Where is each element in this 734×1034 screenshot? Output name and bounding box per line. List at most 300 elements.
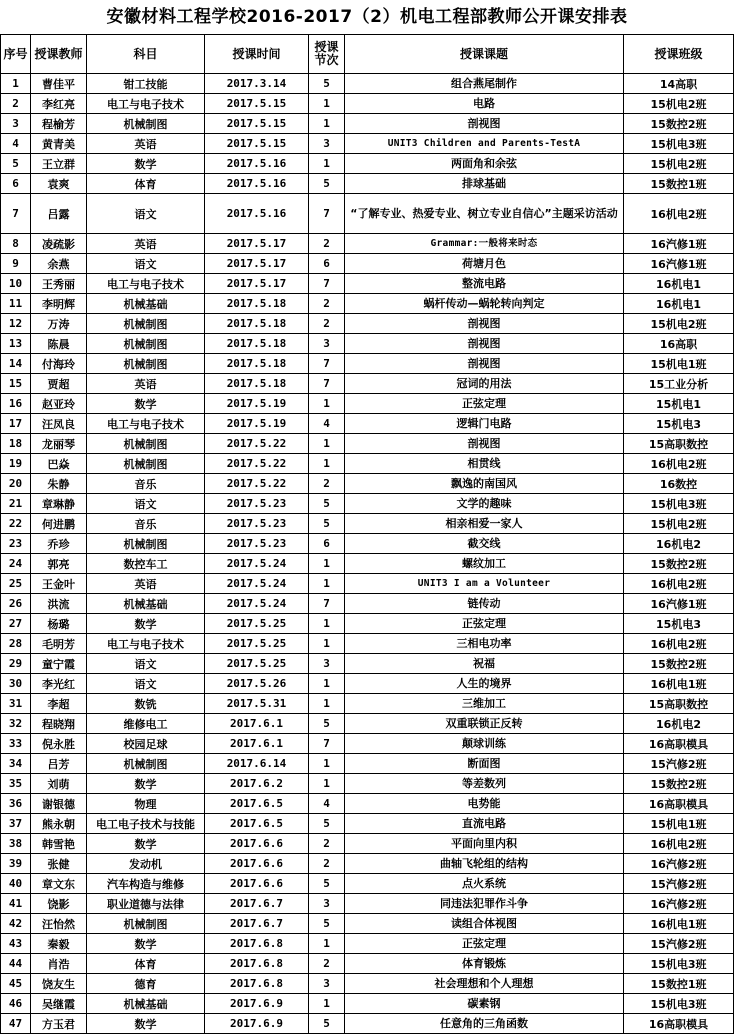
cell-subject: 机械制图 (87, 334, 205, 354)
cell-no: 4 (1, 134, 31, 154)
cell-period: 4 (309, 794, 345, 814)
cell-subject: 机械基础 (87, 994, 205, 1014)
cell-teacher: 杨璐 (31, 614, 87, 634)
cell-no: 29 (1, 654, 31, 674)
cell-class: 16高职模具 (624, 734, 734, 754)
cell-subject: 数学 (87, 834, 205, 854)
cell-topic: 体育锻炼 (345, 954, 624, 974)
cell-subject: 机械制图 (87, 314, 205, 334)
cell-teacher: 万涛 (31, 314, 87, 334)
cell-topic: 祝福 (345, 654, 624, 674)
cell-no: 15 (1, 374, 31, 394)
cell-teacher: 何进鹏 (31, 514, 87, 534)
cell-no: 35 (1, 774, 31, 794)
cell-subject: 电工与电子技术 (87, 414, 205, 434)
cell-no: 43 (1, 934, 31, 954)
cell-period: 1 (309, 994, 345, 1014)
cell-subject: 数学 (87, 614, 205, 634)
cell-topic: 碳素钢 (345, 994, 624, 1014)
cell-teacher: 章琳静 (31, 494, 87, 514)
header-date: 授课时间 (205, 35, 309, 74)
table-row (1, 174, 734, 194)
cell-no: 7 (1, 194, 31, 234)
cell-teacher: 王秀丽 (31, 274, 87, 294)
cell-date: 2017.6.6 (205, 834, 309, 854)
cell-class: 15机电2班 (624, 314, 734, 334)
cell-subject: 音乐 (87, 514, 205, 534)
cell-topic: 链传动 (345, 594, 624, 614)
cell-date: 2017.5.22 (205, 434, 309, 454)
cell-teacher: 秦毅 (31, 934, 87, 954)
cell-teacher: 李红亮 (31, 94, 87, 114)
header-row (1, 35, 734, 74)
cell-class: 16机电1 (624, 274, 734, 294)
cell-subject: 电工电子技术与技能 (87, 814, 205, 834)
cell-class: 16机电2班 (624, 454, 734, 474)
cell-date: 2017.5.19 (205, 414, 309, 434)
cell-date: 2017.5.23 (205, 494, 309, 514)
cell-period: 1 (309, 114, 345, 134)
cell-no: 23 (1, 534, 31, 554)
cell-period: 2 (309, 314, 345, 334)
cell-period: 7 (309, 354, 345, 374)
cell-period: 5 (309, 814, 345, 834)
cell-teacher: 郭亮 (31, 554, 87, 574)
cell-class: 15机电3班 (624, 954, 734, 974)
cell-topic: 剖视图 (345, 354, 624, 374)
cell-date: 2017.5.31 (205, 694, 309, 714)
cell-topic: 点火系统 (345, 874, 624, 894)
cell-date: 2017.6.1 (205, 734, 309, 754)
cell-topic: 螺纹加工 (345, 554, 624, 574)
cell-no: 16 (1, 394, 31, 414)
cell-teacher: 饶影 (31, 894, 87, 914)
table-row (1, 134, 734, 154)
cell-subject: 电工与电子技术 (87, 634, 205, 654)
cell-class: 15数控1班 (624, 174, 734, 194)
cell-teacher: 吕露 (31, 194, 87, 234)
cell-topic: 颠球训练 (345, 734, 624, 754)
cell-teacher: 黄青美 (31, 134, 87, 154)
cell-teacher: 李超 (31, 694, 87, 714)
header-subject: 科目 (87, 35, 205, 74)
cell-no: 14 (1, 354, 31, 374)
cell-date: 2017.5.15 (205, 114, 309, 134)
cell-topic: UNIT3 I am a Volunteer (345, 574, 624, 594)
cell-subject: 数学 (87, 154, 205, 174)
cell-date: 2017.5.22 (205, 454, 309, 474)
cell-subject: 数学 (87, 394, 205, 414)
cell-class: 15机电3班 (624, 134, 734, 154)
table-row (1, 994, 734, 1014)
cell-topic: 两面角和余弦 (345, 154, 624, 174)
table-row (1, 714, 734, 734)
cell-subject: 发动机 (87, 854, 205, 874)
cell-no: 1 (1, 74, 31, 94)
cell-class: 16汽修2班 (624, 894, 734, 914)
cell-subject: 英语 (87, 234, 205, 254)
cell-date: 2017.5.25 (205, 654, 309, 674)
cell-teacher: 肖浩 (31, 954, 87, 974)
cell-topic: 电势能 (345, 794, 624, 814)
cell-no: 38 (1, 834, 31, 854)
cell-class: 15工业分析 (624, 374, 734, 394)
cell-subject: 数控车工 (87, 554, 205, 574)
cell-class: 15机电2班 (624, 154, 734, 174)
table-row (1, 294, 734, 314)
cell-subject: 电工与电子技术 (87, 94, 205, 114)
cell-topic: 三维加工 (345, 694, 624, 714)
cell-teacher: 洪流 (31, 594, 87, 614)
cell-topic: 同违法犯罪作斗争 (345, 894, 624, 914)
table-row (1, 554, 734, 574)
cell-period: 1 (309, 934, 345, 954)
cell-date: 2017.5.16 (205, 154, 309, 174)
cell-date: 2017.5.23 (205, 514, 309, 534)
table-row (1, 894, 734, 914)
cell-date: 2017.5.15 (205, 134, 309, 154)
cell-topic: 文学的趣味 (345, 494, 624, 514)
cell-period: 1 (309, 94, 345, 114)
cell-no: 34 (1, 754, 31, 774)
cell-subject: 体育 (87, 174, 205, 194)
cell-no: 31 (1, 694, 31, 714)
cell-period: 1 (309, 154, 345, 174)
cell-teacher: 余燕 (31, 254, 87, 274)
cell-period: 7 (309, 734, 345, 754)
cell-teacher: 巴焱 (31, 454, 87, 474)
cell-period: 7 (309, 274, 345, 294)
cell-teacher: 李光红 (31, 674, 87, 694)
cell-class: 16机电2 (624, 534, 734, 554)
cell-no: 21 (1, 494, 31, 514)
cell-period: 5 (309, 914, 345, 934)
cell-no: 6 (1, 174, 31, 194)
table-row (1, 434, 734, 454)
cell-class: 15汽修2班 (624, 874, 734, 894)
cell-class: 16机电2班 (624, 834, 734, 854)
cell-topic: 剖视图 (345, 314, 624, 334)
cell-teacher: 乔珍 (31, 534, 87, 554)
table-row (1, 514, 734, 534)
table-row (1, 494, 734, 514)
cell-class: 15机电1班 (624, 814, 734, 834)
cell-period: 1 (309, 454, 345, 474)
cell-period: 1 (309, 574, 345, 594)
cell-date: 2017.6.7 (205, 894, 309, 914)
cell-class: 15数控2班 (624, 554, 734, 574)
cell-no: 28 (1, 634, 31, 654)
cell-class: 15汽修2班 (624, 934, 734, 954)
cell-no: 47 (1, 1014, 31, 1034)
cell-no: 5 (1, 154, 31, 174)
cell-no: 25 (1, 574, 31, 594)
cell-class: 15机电3班 (624, 994, 734, 1014)
table-row (1, 874, 734, 894)
table-row (1, 654, 734, 674)
cell-class: 15数控1班 (624, 974, 734, 994)
cell-period: 7 (309, 374, 345, 394)
cell-subject: 机械基础 (87, 594, 205, 614)
cell-no: 26 (1, 594, 31, 614)
cell-date: 2017.5.24 (205, 574, 309, 594)
cell-period: 2 (309, 474, 345, 494)
table-row (1, 634, 734, 654)
cell-date: 2017.6.9 (205, 1014, 309, 1034)
cell-no: 39 (1, 854, 31, 874)
cell-teacher: 付海玲 (31, 354, 87, 374)
cell-period: 6 (309, 254, 345, 274)
table-row (1, 94, 734, 114)
table-row (1, 394, 734, 414)
cell-class: 15高职数控 (624, 694, 734, 714)
cell-teacher: 汪凤良 (31, 414, 87, 434)
cell-date: 2017.6.8 (205, 934, 309, 954)
cell-no: 19 (1, 454, 31, 474)
cell-teacher: 毛明芳 (31, 634, 87, 654)
table-row (1, 934, 734, 954)
table-row (1, 334, 734, 354)
cell-topic: 等差数列 (345, 774, 624, 794)
cell-topic: 冠词的用法 (345, 374, 624, 394)
cell-date: 2017.6.7 (205, 914, 309, 934)
cell-date: 2017.6.6 (205, 854, 309, 874)
cell-date: 2017.5.18 (205, 334, 309, 354)
cell-no: 10 (1, 274, 31, 294)
cell-teacher: 张健 (31, 854, 87, 874)
page-title: 安徽材料工程学校2016-2017（2）机电工程部教师公开课安排表 (106, 7, 628, 27)
cell-subject: 数铣 (87, 694, 205, 714)
cell-topic: 读组合体视图 (345, 914, 624, 934)
cell-subject: 语文 (87, 654, 205, 674)
cell-subject: 机械制图 (87, 114, 205, 134)
cell-subject: 钳工技能 (87, 74, 205, 94)
cell-period: 1 (309, 754, 345, 774)
cell-teacher: 龙丽琴 (31, 434, 87, 454)
cell-date: 2017.5.22 (205, 474, 309, 494)
cell-subject: 语文 (87, 674, 205, 694)
cell-topic: 荷塘月色 (345, 254, 624, 274)
cell-subject: 维修电工 (87, 714, 205, 734)
cell-no: 41 (1, 894, 31, 914)
cell-class: 16机电1班 (624, 914, 734, 934)
cell-period: 1 (309, 554, 345, 574)
cell-date: 2017.5.18 (205, 374, 309, 394)
cell-topic: 整流电路 (345, 274, 624, 294)
cell-period: 1 (309, 694, 345, 714)
cell-date: 2017.6.6 (205, 874, 309, 894)
cell-period: 3 (309, 974, 345, 994)
cell-teacher: 袁爽 (31, 174, 87, 194)
cell-class: 15机电3 (624, 614, 734, 634)
cell-subject: 英语 (87, 574, 205, 594)
cell-teacher: 童宁霞 (31, 654, 87, 674)
cell-teacher: 吕芳 (31, 754, 87, 774)
cell-period: 1 (309, 614, 345, 634)
table-row (1, 534, 734, 554)
table-row (1, 814, 734, 834)
cell-topic: 排球基础 (345, 174, 624, 194)
cell-period: 1 (309, 634, 345, 654)
cell-class: 15机电1 (624, 394, 734, 414)
cell-class: 16机电2 (624, 714, 734, 734)
cell-date: 2017.5.24 (205, 594, 309, 614)
cell-class: 15机电3 (624, 414, 734, 434)
cell-class: 15机电1班 (624, 354, 734, 374)
cell-subject: 语文 (87, 254, 205, 274)
cell-period: 5 (309, 494, 345, 514)
cell-teacher: 李明辉 (31, 294, 87, 314)
table-row (1, 754, 734, 774)
cell-date: 2017.3.14 (205, 74, 309, 94)
cell-subject: 德育 (87, 974, 205, 994)
cell-date: 2017.5.18 (205, 354, 309, 374)
cell-class: 16机电1班 (624, 674, 734, 694)
cell-topic: 任意角的三角函数 (345, 1014, 624, 1034)
cell-subject: 语文 (87, 494, 205, 514)
table-row (1, 734, 734, 754)
cell-no: 42 (1, 914, 31, 934)
cell-teacher: 章文东 (31, 874, 87, 894)
cell-topic: “了解专业、热爱专业、树立专业自信心”主题采访活动 (345, 194, 624, 234)
cell-period: 2 (309, 954, 345, 974)
cell-no: 36 (1, 794, 31, 814)
cell-no: 17 (1, 414, 31, 434)
cell-class: 15数控2班 (624, 114, 734, 134)
table-row (1, 794, 734, 814)
table-row (1, 114, 734, 134)
cell-topic: 逻辑门电路 (345, 414, 624, 434)
cell-subject: 英语 (87, 374, 205, 394)
cell-subject: 机械制图 (87, 354, 205, 374)
cell-topic: 双重联锁正反转 (345, 714, 624, 734)
cell-class: 14高职 (624, 74, 734, 94)
cell-topic: UNIT3 Children and Parents-TestA (345, 134, 624, 154)
cell-class: 16高职模具 (624, 1014, 734, 1034)
cell-topic: 相贯线 (345, 454, 624, 474)
table-row (1, 954, 734, 974)
cell-topic: 蜗杆传动—蜗轮转向判定 (345, 294, 624, 314)
table-row (1, 974, 734, 994)
cell-date: 2017.5.18 (205, 294, 309, 314)
cell-period: 2 (309, 854, 345, 874)
cell-class: 16机电2班 (624, 634, 734, 654)
cell-topic: 社会理想和个人理想 (345, 974, 624, 994)
table-row (1, 574, 734, 594)
cell-topic: 飘逸的南国风 (345, 474, 624, 494)
cell-date: 2017.5.26 (205, 674, 309, 694)
cell-topic: 截交线 (345, 534, 624, 554)
cell-teacher: 刘萌 (31, 774, 87, 794)
cell-teacher: 方玉君 (31, 1014, 87, 1034)
cell-topic: 正弦定理 (345, 394, 624, 414)
cell-date: 2017.5.23 (205, 534, 309, 554)
cell-period: 1 (309, 674, 345, 694)
cell-period: 5 (309, 174, 345, 194)
table-row (1, 474, 734, 494)
table-row (1, 834, 734, 854)
table-row (1, 674, 734, 694)
cell-subject: 数学 (87, 934, 205, 954)
cell-period: 5 (309, 714, 345, 734)
cell-class: 16汽修1班 (624, 234, 734, 254)
cell-teacher: 赵亚玲 (31, 394, 87, 414)
cell-teacher: 王金叶 (31, 574, 87, 594)
cell-period: 5 (309, 514, 345, 534)
cell-date: 2017.5.17 (205, 274, 309, 294)
table-row (1, 914, 734, 934)
cell-no: 40 (1, 874, 31, 894)
cell-period: 2 (309, 834, 345, 854)
cell-class: 16机电1 (624, 294, 734, 314)
cell-no: 12 (1, 314, 31, 334)
cell-topic: 三相电功率 (345, 634, 624, 654)
table-row (1, 374, 734, 394)
cell-date: 2017.5.19 (205, 394, 309, 414)
cell-period: 2 (309, 294, 345, 314)
table-row (1, 694, 734, 714)
cell-subject: 校园足球 (87, 734, 205, 754)
cell-class: 16汽修1班 (624, 254, 734, 274)
cell-topic: 正弦定理 (345, 934, 624, 954)
cell-subject: 数学 (87, 774, 205, 794)
cell-topic: Grammar:一般将来时态 (345, 234, 624, 254)
cell-class: 15数控2班 (624, 654, 734, 674)
cell-date: 2017.5.16 (205, 194, 309, 234)
cell-teacher: 凌疏影 (31, 234, 87, 254)
header-topic: 授课课题 (345, 35, 624, 74)
cell-date: 2017.6.8 (205, 974, 309, 994)
cell-no: 46 (1, 994, 31, 1014)
cell-subject: 机械制图 (87, 914, 205, 934)
cell-period: 1 (309, 774, 345, 794)
header-teacher: 授课教师 (31, 35, 87, 74)
cell-period: 5 (309, 74, 345, 94)
cell-subject: 机械制图 (87, 534, 205, 554)
cell-date: 2017.5.18 (205, 314, 309, 334)
cell-period: 3 (309, 894, 345, 914)
cell-date: 2017.5.17 (205, 234, 309, 254)
cell-teacher: 熊永朝 (31, 814, 87, 834)
cell-period: 6 (309, 534, 345, 554)
cell-subject: 电工与电子技术 (87, 274, 205, 294)
cell-period: 5 (309, 1014, 345, 1034)
cell-class: 16数控 (624, 474, 734, 494)
cell-topic: 组合燕尾制作 (345, 74, 624, 94)
cell-no: 22 (1, 514, 31, 534)
cell-no: 8 (1, 234, 31, 254)
cell-period: 7 (309, 594, 345, 614)
cell-class: 16机电2班 (624, 194, 734, 234)
cell-date: 2017.5.17 (205, 254, 309, 274)
cell-period: 3 (309, 334, 345, 354)
cell-teacher: 谢银德 (31, 794, 87, 814)
cell-subject: 数学 (87, 1014, 205, 1034)
cell-topic: 平面向里内积 (345, 834, 624, 854)
cell-no: 2 (1, 94, 31, 114)
cell-teacher: 汪怡然 (31, 914, 87, 934)
header-no: 序号 (1, 35, 31, 74)
cell-class: 15汽修2班 (624, 754, 734, 774)
cell-date: 2017.6.5 (205, 794, 309, 814)
cell-date: 2017.6.1 (205, 714, 309, 734)
cell-teacher: 程榆芳 (31, 114, 87, 134)
cell-class: 15机电3班 (624, 494, 734, 514)
cell-topic: 正弦定理 (345, 614, 624, 634)
cell-subject: 机械基础 (87, 294, 205, 314)
cell-date: 2017.5.15 (205, 94, 309, 114)
cell-no: 37 (1, 814, 31, 834)
